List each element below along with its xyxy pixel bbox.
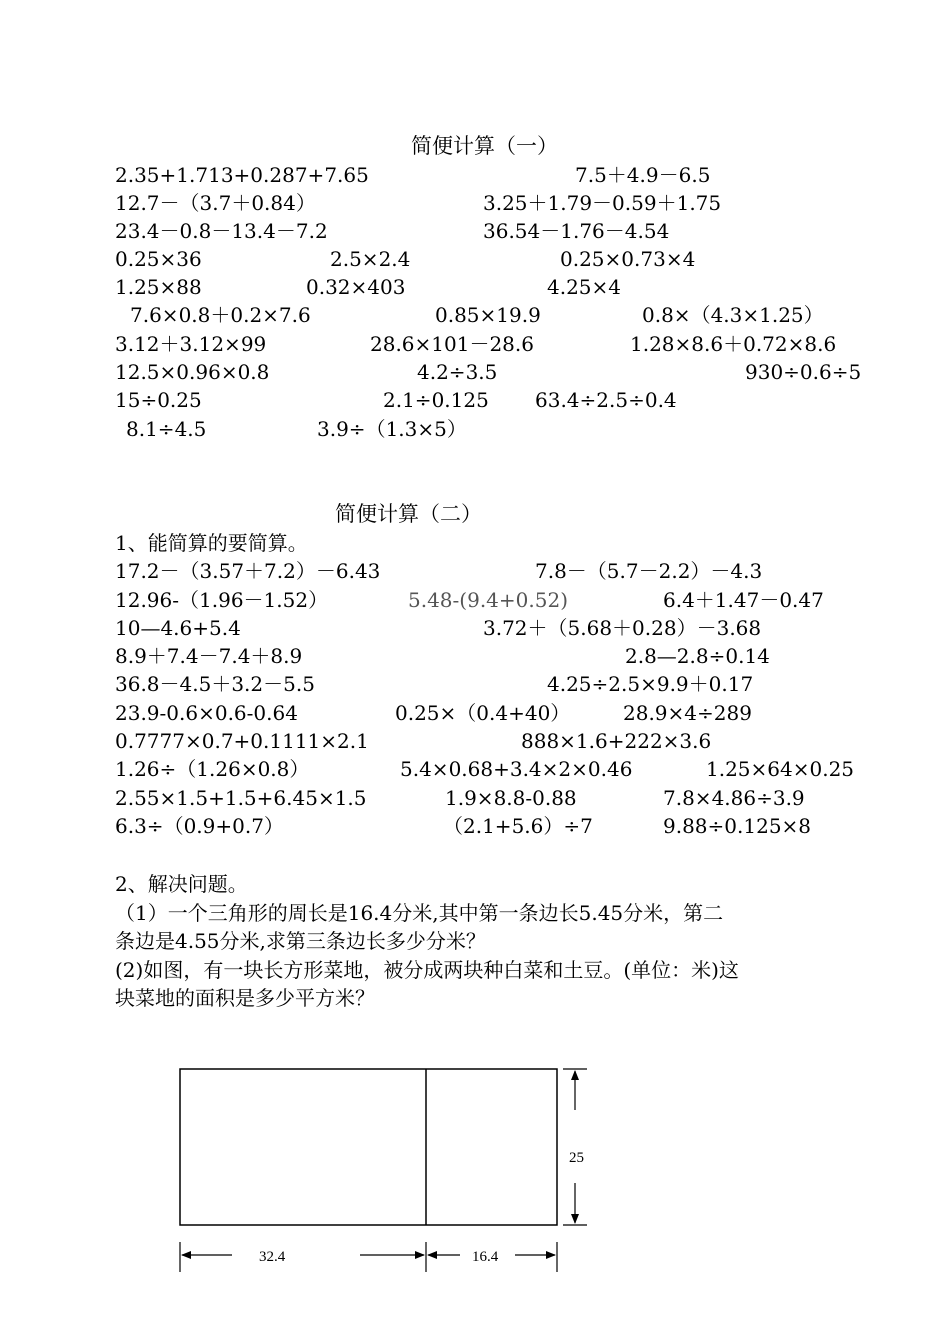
- width-left-label: 32.4: [259, 1249, 286, 1265]
- width-right-label: 16.4: [472, 1249, 499, 1265]
- expression: 28.6×101－28.6: [370, 332, 534, 356]
- expression: 7.6×0.8＋0.2×7.6: [130, 303, 311, 327]
- expression: 2.8—2.8÷0.14: [625, 644, 770, 668]
- expression: 3.9÷（1.3×5）: [317, 417, 467, 441]
- expression: 3.72＋（5.68＋0.28）－3.68: [483, 616, 762, 640]
- expression: 6.3÷（0.9+0.7）: [115, 814, 284, 838]
- expression: 12.7－（3.7＋0.84）: [115, 191, 316, 215]
- expression: 4.25×4: [547, 275, 622, 299]
- expression: 17.2－（3.57＋7.2）－6.43: [115, 559, 381, 583]
- height-label: 25: [569, 1150, 584, 1166]
- expression: 2.55×1.5+1.5+6.45×1.5: [115, 786, 367, 810]
- expression: 3.12＋3.12×99: [115, 332, 267, 356]
- expression: 2.1÷0.125: [383, 388, 489, 412]
- expression: 0.25×36: [115, 247, 202, 271]
- problem2-text: (2)如图，有一块长方形菜地，被分成两块种白菜和土豆。(单位：米)这: [115, 958, 739, 982]
- part2-heading: 2、解决问题。: [115, 872, 248, 896]
- expression: 888×1.6+222×3.6: [521, 729, 712, 753]
- expression: 0.7777×0.7+0.1111×2.1: [115, 729, 369, 753]
- expression: 8.1÷4.5: [126, 417, 207, 441]
- expression: 12.5×0.96×0.8: [115, 360, 270, 384]
- expression: 930÷0.6÷5: [745, 360, 862, 384]
- section1-title: 简便计算（一）: [411, 134, 558, 158]
- expression: 1.9×8.8-0.88: [445, 786, 577, 810]
- expression: 2.5×2.4: [330, 247, 411, 271]
- expression: 9.88÷0.125×8: [663, 814, 812, 838]
- expression: 4.2÷3.5: [417, 360, 498, 384]
- part1-heading: 1、能简算的要简算。: [115, 531, 308, 555]
- expression: 5.48-(9.4+0.52): [408, 588, 568, 612]
- expression: 63.4÷2.5÷0.4: [535, 388, 677, 412]
- field-rectangle: [180, 1069, 557, 1225]
- expression: 1.25×64×0.25: [706, 757, 855, 781]
- expression: 1.28×8.6＋0.72×8.6: [630, 332, 837, 356]
- expression: 7.8－（5.7－2.2）－4.3: [535, 559, 763, 583]
- expression: 23.4－0.8－13.4－7.2: [115, 219, 328, 243]
- expression: 0.25×（0.4+40）: [395, 701, 571, 725]
- expression: 12.96-（1.96－1.52）: [115, 588, 329, 612]
- expression: 1.26÷（1.26×0.8）: [115, 757, 310, 781]
- expression: 3.25＋1.79－0.59＋1.75: [483, 191, 722, 215]
- expression: 23.9-0.6×0.6-0.64: [115, 701, 298, 725]
- problem1-text: （1）一个三角形的周长是16.4分米,其中第一条边长5.45分米，第二: [115, 901, 724, 925]
- expression: 0.25×0.73×4: [560, 247, 696, 271]
- expression: 8.9＋7.4－7.4＋8.9: [115, 644, 303, 668]
- expression: （2.1+5.6）÷7: [443, 814, 593, 838]
- expression: 2.35+1.713+0.287+7.65: [115, 163, 369, 187]
- expression: 4.25÷2.5×9.9＋0.17: [547, 672, 754, 696]
- expression: 36.54－1.76－4.54: [483, 219, 670, 243]
- expression: 15÷0.25: [115, 388, 202, 412]
- expression: 1.25×88: [115, 275, 202, 299]
- expression: 6.4＋1.47－0.47: [663, 588, 824, 612]
- problem1-text: 条边是4.55分米,求第三条边长多少分米？: [115, 929, 486, 953]
- expression: 7.8×4.86÷3.9: [663, 786, 805, 810]
- section2-title: 简便计算（二）: [335, 502, 482, 526]
- expression: 0.8×（4.3×1.25）: [642, 303, 824, 327]
- expression: 0.32×403: [306, 275, 406, 299]
- expression: 28.9×4÷289: [623, 701, 752, 725]
- expression: 0.85×19.9: [435, 303, 541, 327]
- expression: 10—4.6+5.4: [115, 616, 241, 640]
- expression: 7.5＋4.9－6.5: [575, 163, 711, 187]
- expression: 36.8－4.5＋3.2－5.5: [115, 672, 315, 696]
- problem2-text: 块菜地的面积是多少平方米？: [115, 986, 375, 1010]
- expression: 5.4×0.68+3.4×2×0.46: [400, 757, 633, 781]
